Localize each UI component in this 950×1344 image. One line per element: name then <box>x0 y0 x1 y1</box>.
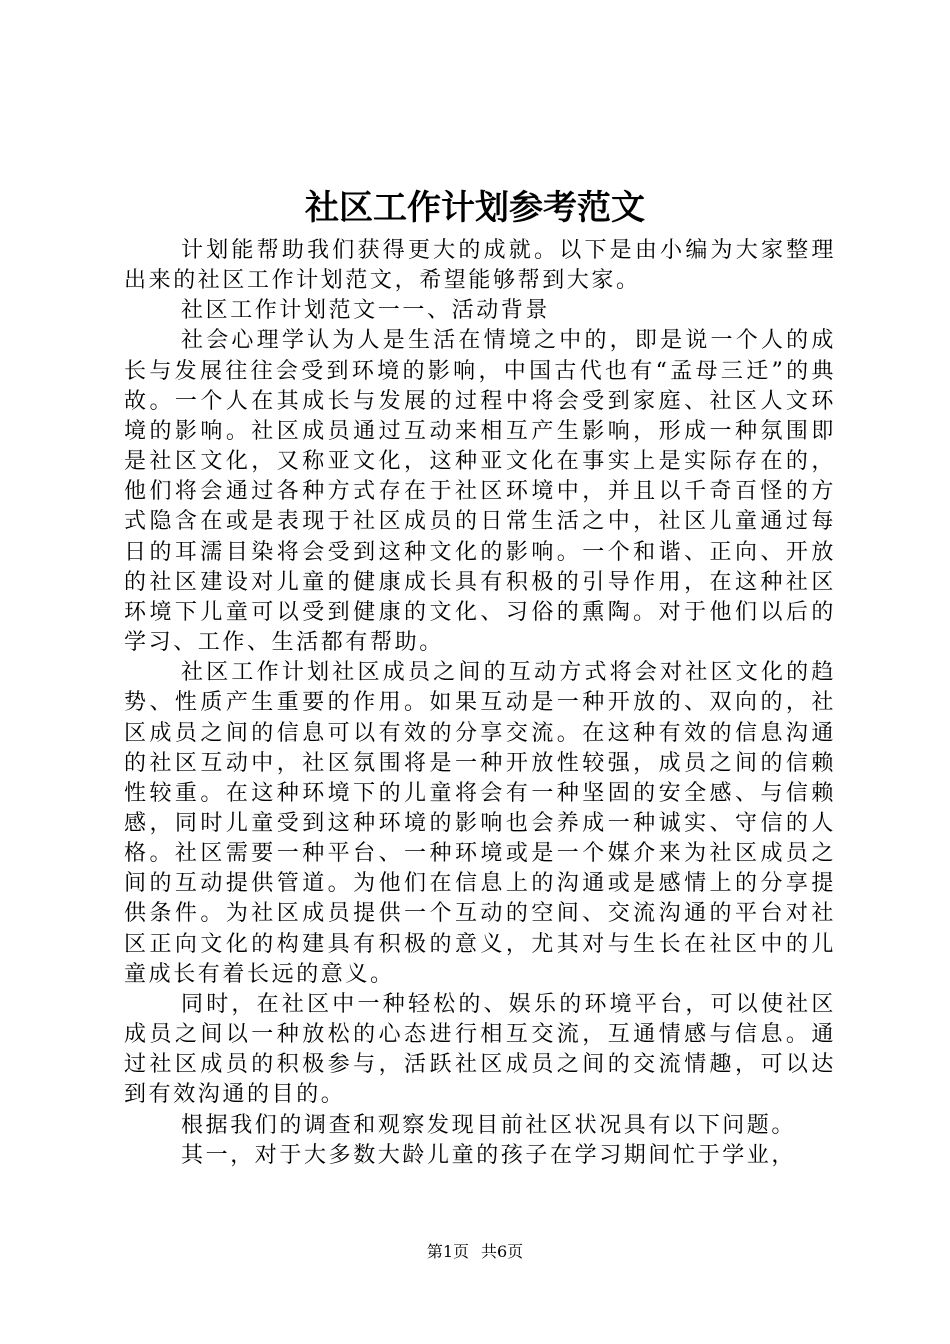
document-title: 社区工作计划参考范文 <box>305 188 645 228</box>
page-number: 第1页 <box>426 1242 469 1261</box>
paragraph-issue-one: 其一，对于大多数大龄儿童的孩子在学习期间忙于学业， <box>181 1142 797 1168</box>
paragraph-intro: 计划能帮助我们获得更大的成就。以下是由小编为大家整理出来的社区工作计划范文，希望能够帮到大家。 <box>124 238 836 294</box>
page-total: 共6页 <box>481 1242 524 1261</box>
page-footer <box>0 1240 950 1264</box>
paragraph-background: 社会心理学认为人是生活在情境之中的，即是说一个人的成长与发展往往会受到环境的影响，中国古代也有“孟母三迁”的典故。一个人在其成长与发展的过程中将会受到家庭、社区人文环境的影响。社区成员通过互动来相互产生影响，形成一种氛围即是社区文化，又称亚文化，这种亚文化在事实上是实际存在的，他们将会通过各种方式存在于社区环境中，并且以千奇百怪的方式隐含在或是表现于社区成员的日常生活之中，社区儿童通过每日的耳濡目染将会受到这种文化的影响。一个和谐、正向、开放的社区建设对儿童的健康成长具有积极的引导作用，在这种社区环境下儿童可以受到健康的文化、习俗的熏陶。对于他们以后的学习、工作、生活都有帮助。 <box>124 328 836 656</box>
paragraph-findings: 根据我们的调查和观察发现目前社区状况具有以下问题。 <box>181 1112 797 1138</box>
paragraph-section-heading: 社区工作计划范文一一、活动背景 <box>181 298 551 324</box>
document-body <box>124 236 836 1171</box>
paragraph-interaction: 社区工作计划社区成员之间的互动方式将会对社区文化的趋势、性质产生重要的作用。如果互动是一种开放的、双向的，社区成员之间的信息可以有效的分享交流。在这种有效的信息沟通的社区互动中，社区氛围将是一种开放性较强，成员之间的信赖性较重。在这种环境下的儿童将会有一种坚固的安全感、与信赖感，同时儿童受到这种环境的影响也会养成一种诚实、守信的人格。社区需要一种平台、一种环境或是一个媒介来为社区成员之间的互动提供管道。为他们在信息上的沟通或是感情上的分享提供条件。为社区成员提供一个互动的空间、交流沟通的平台对社区正向文化的构建具有积极的意义，尤其对与生长在社区中的儿童成长有着长远的意义。 <box>124 660 836 987</box>
paragraph-platform: 同时，在社区中一种轻松的、娱乐的环境平台，可以使社区成员之间以一种放松的心态进行相互交流，互通情感与信息。通过社区成员的积极参与，活跃社区成员之间的交流情趣，可以达到有效沟通的目的。 <box>124 991 836 1108</box>
